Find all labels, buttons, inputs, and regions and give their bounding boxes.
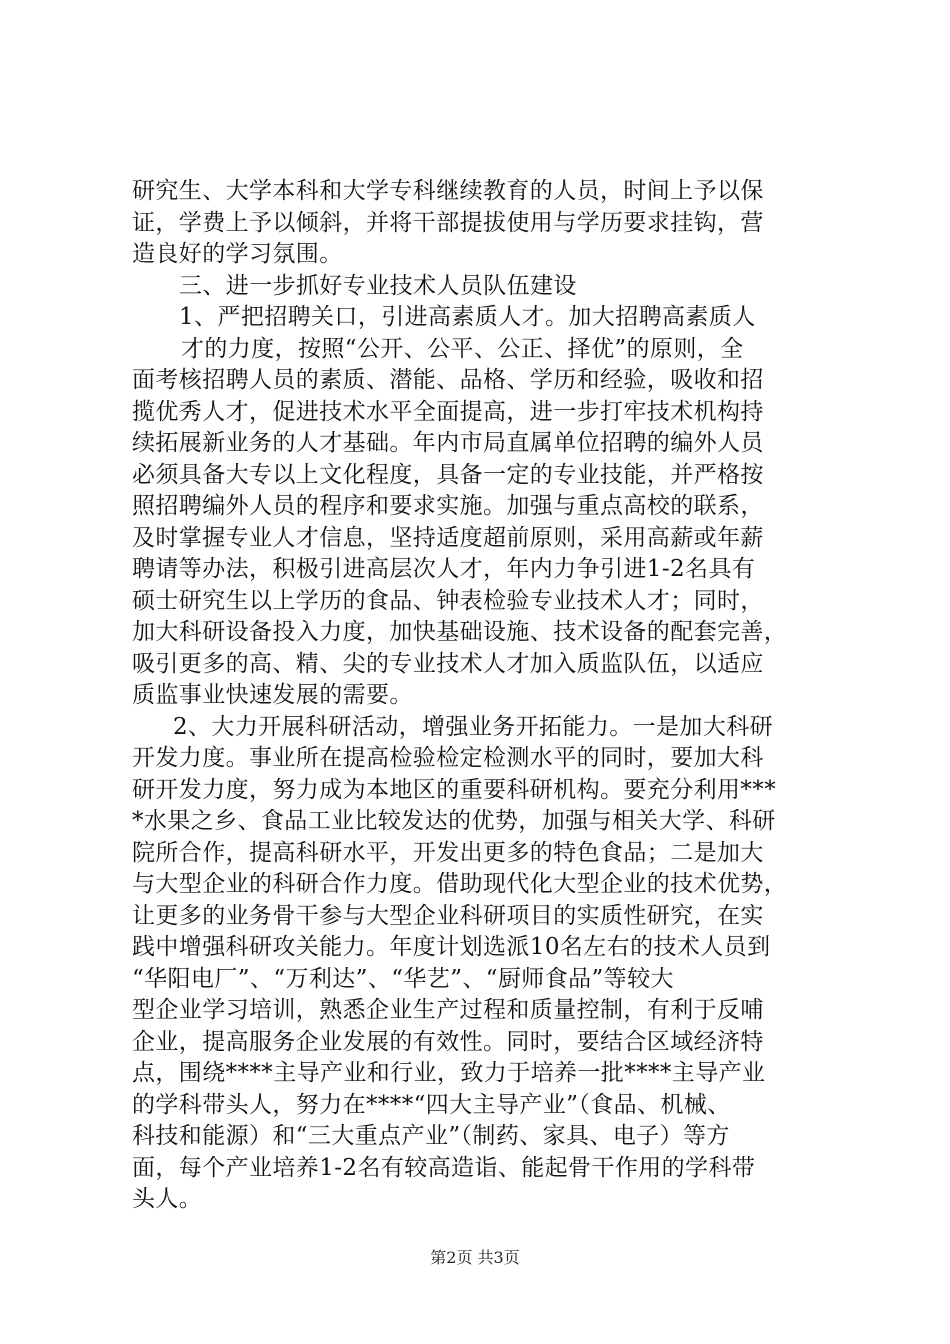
paragraph-line: 与大型企业的科研合作力度。借助现代化大型企业的技术优势， — [132, 871, 788, 897]
paragraph-line: 照招聘编外人员的程序和要求实施。加强与重点高校的联系， — [132, 493, 764, 519]
paragraph-line: 必须具备大专以上文化程度，具备一定的专业技能，并严格按 — [132, 461, 764, 488]
paragraph-line: 企业，提高服务企业发展的有效性。同时，要结合区域经济特 — [132, 1028, 764, 1055]
paragraph-line: 型企业学习培训，熟悉企业生产过程和质量控制，有利于反哺 — [132, 997, 764, 1023]
paragraph-line: 的学科带头人，努力在****“四大主导产业”（食品、机械、 — [132, 1091, 731, 1118]
paragraph-line: 吸引更多的高、精、尖的专业技术人才加入质监队伍，以适应 — [132, 650, 764, 677]
paragraph-line: 加大科研设备投入力度，加快基础设施、技术设备的配套完善， — [132, 619, 788, 645]
paragraph-line: *水果之乡、食品工业比较发达的优势，加强与相关大学、科研 — [132, 808, 776, 834]
paragraph-line: 头人。 — [132, 1186, 203, 1212]
document-body — [132, 176, 832, 1216]
paragraph-line: 践中增强科研攻关能力。年度计划选派10名左右的技术人员到 — [132, 934, 771, 960]
paragraph-line: 科技和能源）和“三大重点产业”（制药、家具、电子）等方 — [132, 1123, 730, 1149]
paragraph-line: 造良好的学习氛围。 — [132, 241, 343, 267]
paragraph-line: 让更多的业务骨干参与大型企业科研项目的实质性研究，在实 — [132, 902, 764, 929]
page-number-footer: 第2页 共3页 — [430, 1248, 520, 1267]
section-heading: 三、进一步抓好专业技术人员队伍建设 — [179, 272, 577, 299]
paragraph-line: 续拓展新业务的人才基础。年内市局直属单位招聘的编外人员 — [132, 430, 764, 456]
paragraph-line: 研开发力度，努力成为本地区的重要科研机构。要充分利用*** — [132, 776, 777, 803]
paragraph-line: 揽优秀人才，促进技术水平全面提高，进一步打牢技术机构持 — [132, 398, 764, 425]
paragraph-line: 2、大力开展科研活动，增强业务开拓能力。一是加大科研 — [173, 713, 774, 740]
paragraph-line: 面，每个产业培养1-2名有较高造诣、能起骨干作用的学科带 — [132, 1154, 756, 1181]
paragraph-line: 证，学费上予以倾斜，并将干部提拔使用与学历要求挂钩，营 — [132, 209, 764, 236]
paragraph-line: 1、严把招聘关口，引进高素质人才。加大招聘高素质人 — [179, 304, 756, 330]
paragraph-line: “华阳电厂”、“万利达”、“华艺”、“厨师食品”等较大 — [132, 965, 674, 992]
paragraph-line: 开发力度。事业所在提高检验检定检测水平的同时，要加大科 — [132, 745, 764, 771]
paragraph-line: 院所合作，提高科研水平，开发出更多的特色食品；二是加大 — [132, 839, 764, 866]
paragraph-line: 硕士研究生以上学历的食品、钟表检验专业技术人才；同时， — [132, 587, 764, 614]
paragraph-line: 聘请等办法，积极引进高层次人才，年内力争引进1-2名具有 — [132, 556, 756, 582]
paragraph-line: 及时掌握专业人才信息，坚持适度超前原则，采用高薪或年薪 — [132, 524, 764, 551]
paragraph-line: 点，围绕****主导产业和行业，致力于培养一批****主导产业 — [132, 1060, 766, 1086]
paragraph-line: 质监事业快速发展的需要。 — [132, 682, 413, 708]
paragraph-line: 才的力度，按照“公开、公平、公正、择优”的原则，全 — [181, 335, 744, 362]
paragraph-line: 面考核招聘人员的素质、潜能、品格、学历和经验，吸收和招 — [132, 367, 764, 393]
paragraph-line: 研究生、大学本科和大学专科继续教育的人员，时间上予以保 — [132, 178, 764, 204]
